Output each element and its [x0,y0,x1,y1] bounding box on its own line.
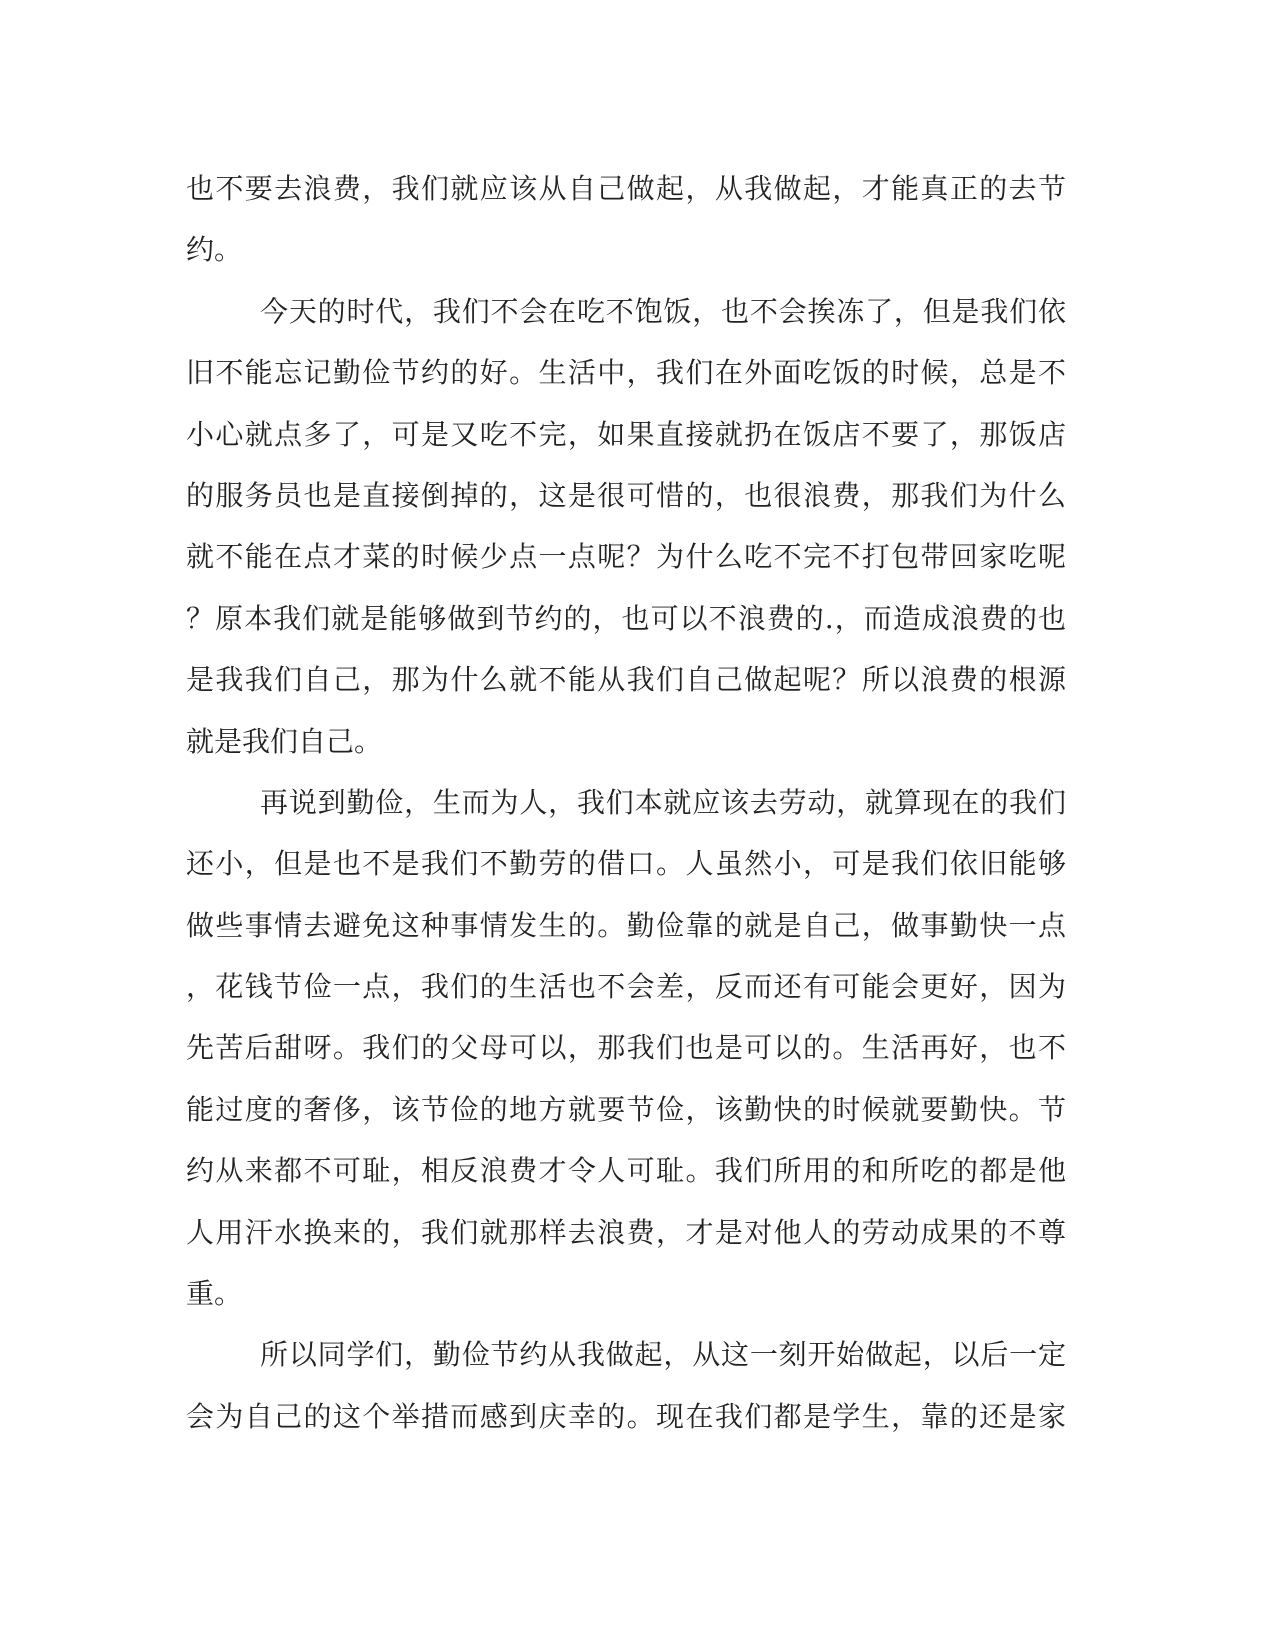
text-line: 旧不能忘记勤俭节约的好。生活中，我们在外面吃饭的时候，总是不 [186,356,1066,390]
text-line: 能过度的奢侈，该节俭的地方就要节俭，该勤快的时候就要勤快。节 [186,1092,1066,1126]
document-body [186,158,1066,1447]
text-line: 人用汗水换来的，我们就那样去浪费，才是对他人的劳动成果的不尊 [186,1215,1066,1249]
text-line: 约。 [186,233,243,267]
text-line: 先苦后甜呀。我们的父母可以，那我们也是可以的。生活再好，也不 [186,1031,1066,1065]
text-line: 所以同学们，勤俭节约从我做起，从这一刻开始做起，以后一定 [260,1338,1066,1372]
text-line: 的服务员也是直接倒掉的，这是很可惜的，也很浪费，那我们为什么 [186,478,1066,512]
text-line: 约从来都不可耻，相反浪费才令人可耻。我们所用的和所吃的都是他 [186,1154,1066,1188]
text-line: 就不能在点才菜的时候少点一点呢？为什么吃不完不打包带回家吃呢 [186,540,1066,574]
paragraph [186,158,1066,281]
text-line: 今天的时代，我们不会在吃不饱饭，也不会挨冻了，但是我们依 [260,294,1066,328]
text-line: 也不要去浪费，我们就应该从自己做起，从我做起，才能真正的去节 [186,172,1066,205]
text-line: ，花钱节俭一点，我们的生活也不会差，反而还有可能会更好，因为 [186,970,1066,1004]
text-line: 会为自己的这个举措而感到庆幸的。现在我们都是学生，靠的还是家 [186,1399,1066,1433]
paragraph [186,281,1066,772]
text-line: 小心就点多了，可是又吃不完，如果直接就扔在饭店不要了，那饭店 [186,417,1066,451]
text-line: 重。 [186,1277,243,1311]
paragraph [186,1324,1066,1447]
paragraph [186,772,1066,1325]
text-line: ？原本我们就是能够做到节约的，也可以不浪费的.，而造成浪费的也 [186,601,1066,635]
text-line: 还小，但是也不是我们不勤劳的借口。人虽然小，可是我们依旧能够 [186,847,1066,881]
text-line: 再说到勤俭，生而为人，我们本就应该去劳动，就算现在的我们 [260,785,1066,819]
text-line: 是我我们自己，那为什么就不能从我们自己做起呢？所以浪费的根源 [186,663,1066,697]
text-line: 做些事情去避免这种事情发生的。勤俭靠的就是自己，做事勤快一点 [186,908,1066,942]
text-line: 就是我们自己。 [186,724,383,758]
